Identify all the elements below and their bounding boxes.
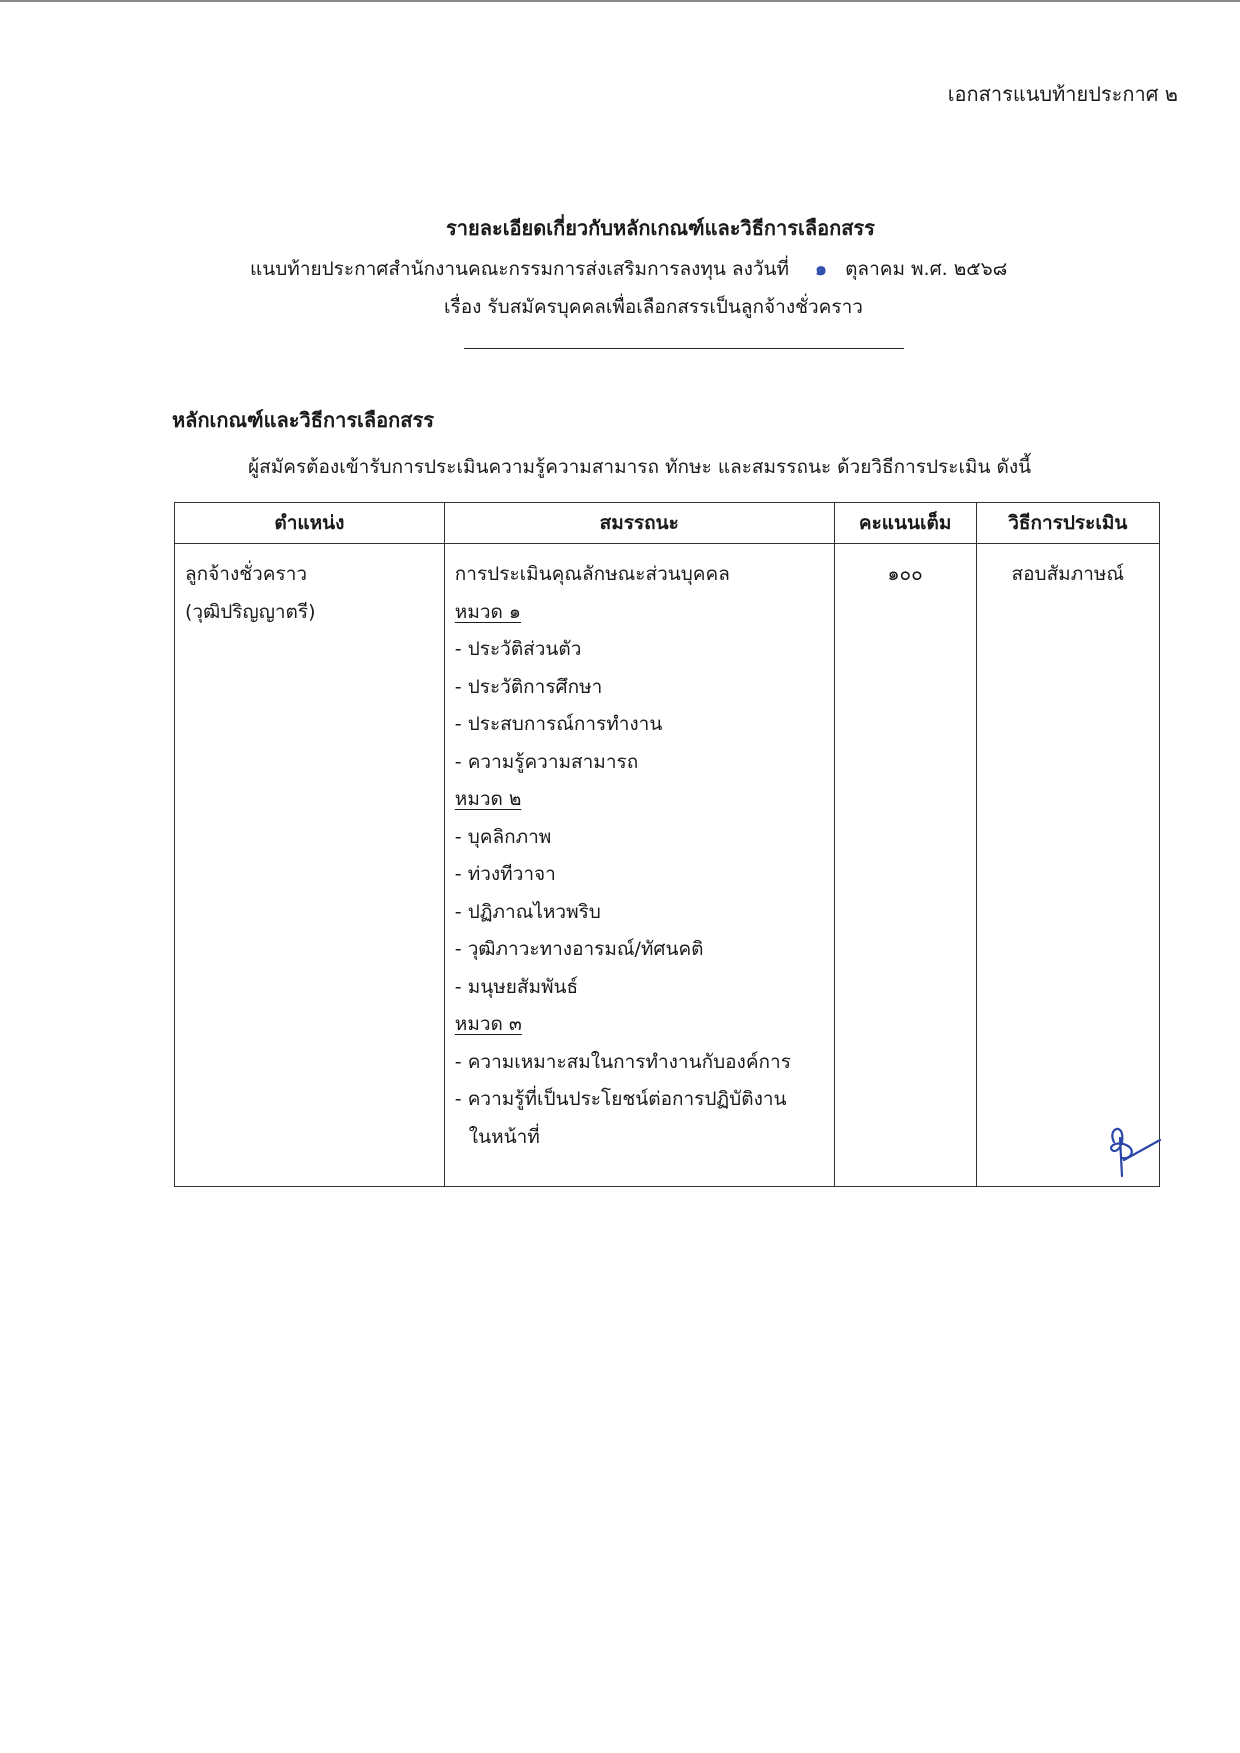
- header-full-score: คะแนนเต็ม: [834, 503, 976, 544]
- header-method: วิธีการประเมิน: [976, 503, 1159, 544]
- table-row: [175, 544, 1160, 1187]
- criteria-table: [174, 502, 1160, 1187]
- position-line1: ลูกจ้างชั่วคราว: [185, 563, 308, 585]
- header-competency: สมรรถนะ: [444, 503, 834, 544]
- intro-paragraph: ผู้สมัครต้องเข้ารับการประเมินความรู้ความสามารถ ทักษะ และสมรรถนะ ด้วยวิธีการประเมิน ดังนี้: [248, 456, 1032, 478]
- list-item: - มนุษยสัมพันธ์: [454, 975, 579, 998]
- list-item: - ท่วงทีวาจา: [454, 863, 556, 885]
- date-rest: ตุลาคม พ.ศ. ๒๕๖๘: [845, 258, 1008, 280]
- cell-full-score: [834, 544, 976, 1187]
- document-reference: เอกสารแนบท้ายประกาศ ๒: [947, 82, 1178, 106]
- signature-icon: [1100, 1120, 1164, 1180]
- list-item: - ความรู้ที่เป็นประโยชน์ต่อการปฏิบัติงาน: [454, 1088, 787, 1110]
- subject-line: เรื่อง รับสมัครบุคคลเพื่อเลือกสรรเป็นลูกจ้างชั่วคราว: [444, 296, 863, 318]
- list-item: - ความเหมาะสมในการทำงานกับองค์การ: [454, 1050, 791, 1073]
- subtitle-prefix: แนบท้ายประกาศสำนักงานคณะกรรมการส่งเสริมการลงทุน ลงวันที่: [250, 258, 790, 280]
- list-item: - ความรู้ความสามารถ: [454, 750, 639, 773]
- list-item: - ประวัติการศึกษา: [454, 675, 603, 698]
- cell-competency: [444, 544, 834, 1187]
- header-position: ตำแหน่ง: [175, 503, 445, 544]
- cell-method: [976, 544, 1159, 1187]
- heading-divider: [464, 348, 904, 349]
- list-item: - ประสบการณ์การทำงาน: [454, 713, 663, 735]
- section-heading: หลักเกณฑ์และวิธีการเลือกสรร: [172, 408, 434, 432]
- subtitle-line: [250, 254, 1007, 284]
- page-top-edge: [0, 0, 1240, 2]
- group3-label: หมวด ๓: [454, 1013, 522, 1035]
- method-value: สอบสัมภาษณ์: [1011, 563, 1125, 585]
- date-day: ๑: [815, 258, 828, 280]
- list-item: - บุคลิกภาพ: [454, 825, 552, 848]
- full-score-value: ๑๐๐: [887, 563, 923, 585]
- list-item: - ประวัติส่วนตัว: [454, 638, 582, 660]
- group1-label: หมวด ๑: [454, 600, 521, 623]
- table-header-row: [175, 503, 1160, 544]
- cell-position: [175, 544, 445, 1187]
- group2-label: หมวด ๒: [454, 788, 522, 810]
- list-item: - ปฏิภาณไหวพริบ: [454, 900, 601, 923]
- list-item-continuation: ในหน้าที่: [468, 1125, 540, 1148]
- main-title: รายละเอียดเกี่ยวกับหลักเกณฑ์และวิธีการเลือกสรร: [446, 216, 875, 240]
- list-item: - วุฒิภาวะทางอารมณ์/ทัศนคติ: [454, 938, 704, 960]
- competency-title: การประเมินคุณลักษณะส่วนบุคคล: [454, 563, 730, 585]
- position-line2: (วุฒิปริญญาตรี): [185, 600, 316, 623]
